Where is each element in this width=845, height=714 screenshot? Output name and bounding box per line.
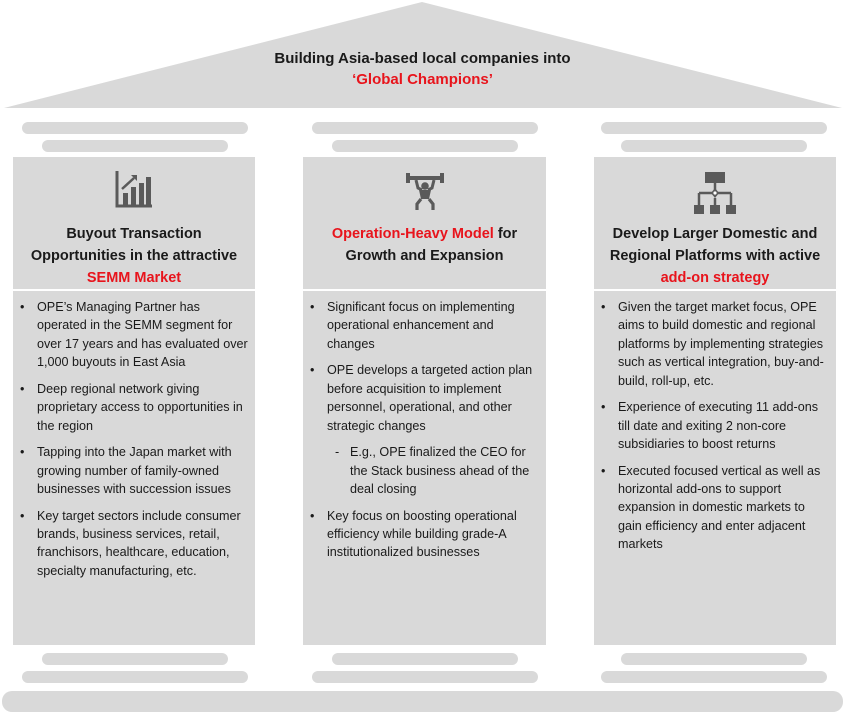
bullet-item: • Executed focused vertical as well as horizontal add-ons to support expansion in domestic markets to gain efficiency and enter adjacent markets <box>594 462 830 554</box>
roof-title-highlight: ‘Global Champions’ <box>352 71 493 88</box>
bullet-item: • Given the target market focus, OPE aims to build domestic and regional platforms by implementing strategies such as vertical integration, buy-and-build, roll-up, etc. <box>594 298 830 390</box>
pillar-operation-bullets <box>303 298 540 570</box>
base-bar-1-bottom <box>22 671 248 683</box>
roof-title <box>0 48 845 90</box>
pillar-platforms-title <box>600 223 830 289</box>
pillar-operation-title <box>309 223 540 267</box>
org-hierarchy-icon <box>691 169 739 217</box>
bar-chart-growth-icon <box>114 169 154 209</box>
roof-title-line1: Building Asia-based local companies into <box>274 50 571 67</box>
bullet-item: • Experience of executing 11 add-ons till date and exiting 2 non-core subsidiaries to boost returns <box>594 398 830 453</box>
pillar-buyout-title-text: Buyout Transaction Opportunities in the attractive <box>30 226 238 264</box>
capital-bar-3-bottom <box>621 140 807 152</box>
base-bar-1-top <box>42 653 228 665</box>
capital-bar-2-top <box>312 122 538 134</box>
bullet-item: • Key focus on boosting operational efficiency while building grade-A institutionalized businesses <box>303 507 540 562</box>
pillar-buyout-divider <box>13 289 255 291</box>
base-bar-2-top <box>332 653 518 665</box>
weightlifter-icon <box>405 169 445 211</box>
pillar-operation <box>303 157 546 645</box>
bullet-item: • Key target sectors include consumer brands, business services, retail, franchisors, healthcare, education, specialty manufacturing, etc. <box>13 507 249 581</box>
pillar-operation-divider <box>303 289 546 291</box>
bullet-item: • Tapping into the Japan market with growing number of family-owned businesses with succession issues <box>13 443 249 498</box>
bullet-item: • Significant focus on implementing operational enhancement and changes <box>303 298 540 353</box>
bullet-item: • Deep regional network giving proprietary access to opportunities in the region <box>13 380 249 435</box>
pillar-platforms-title-text: Develop Larger Domestic and Regional Platforms with active <box>609 226 821 264</box>
pillar-buyout-bullets <box>13 298 249 588</box>
pillar-platforms-title-highlight: add-on strategy <box>660 270 770 286</box>
pillar-platforms-bullets <box>594 298 830 562</box>
sub-bullet-item: - E.g., OPE finalized the CEO for the Stack business ahead of the deal closing <box>303 443 540 498</box>
capital-bar-1-bottom <box>42 140 228 152</box>
base-bar-2-bottom <box>312 671 538 683</box>
capital-bar-1-top <box>22 122 248 134</box>
bullet-item: • OPE develops a targeted action plan before acquisition to implement personnel, operational, and other strategic changes <box>303 361 540 435</box>
base-bar-3-bottom <box>601 671 827 683</box>
bullet-item: • OPE’s Managing Partner has operated in the SEMM segment for over 17 years and has evaluated over 1,000 buyouts in East Asia <box>13 298 249 372</box>
foundation-bar <box>2 691 843 712</box>
capital-bar-2-bottom <box>332 140 518 152</box>
pillar-platforms <box>594 157 836 645</box>
capital-bar-3-top <box>601 122 827 134</box>
pillar-buyout-title <box>19 223 249 289</box>
pillar-buyout <box>13 157 255 645</box>
pillar-operation-title-text: for Growth and Expansion <box>345 226 518 264</box>
pillar-buyout-title-highlight: SEMM Market <box>86 270 182 286</box>
pillar-operation-title-highlight: Operation-Heavy Model <box>331 226 494 242</box>
pillar-platforms-divider <box>594 289 836 291</box>
base-bar-3-top <box>621 653 807 665</box>
